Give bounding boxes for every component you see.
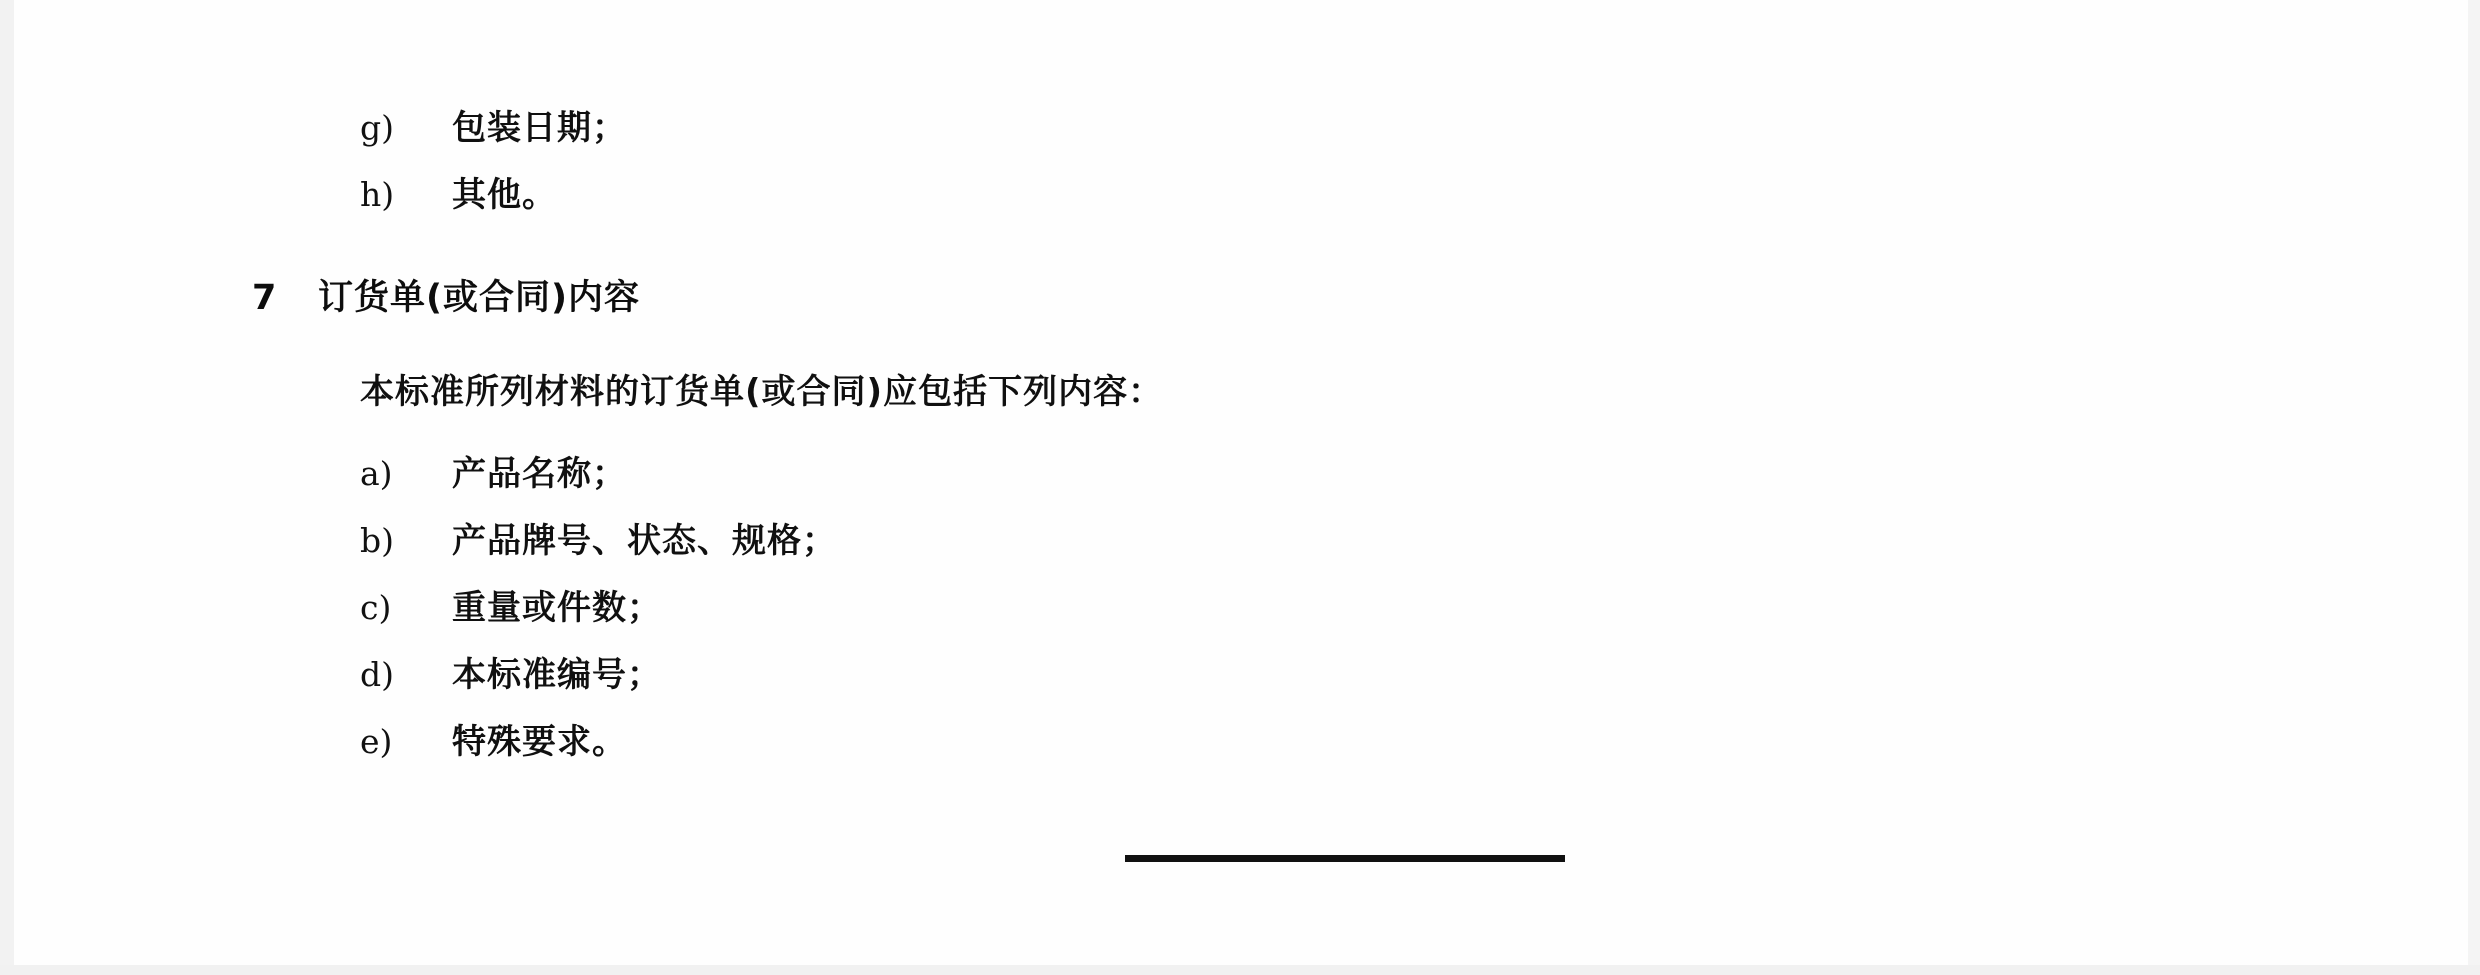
list-item-marker: d) [360,655,394,694]
list-item-label: 产品牌号、状态、规格； [452,521,837,561]
footer-rule-container [1125,855,1565,862]
list-item-marker: g) [360,108,394,147]
section-title: 订货单(或合同)内容 [318,278,640,318]
list-item-marker: e) [360,722,393,761]
section-list [360,446,2110,781]
section-number: 7 [252,278,277,318]
list-item-label: 产品名称； [452,454,627,494]
list-item-label: 特殊要求。 [452,722,627,762]
list-item [360,714,2110,781]
page-edge-bottom [0,965,2480,975]
list-item-label: 其他。 [452,175,557,215]
list-item-marker: a) [360,454,393,493]
horizontal-rule [1125,855,1565,862]
list-item-label: 本标准编号； [452,655,662,695]
continued-list [360,100,2110,234]
list-item [360,167,2110,234]
list-item [360,446,2110,513]
list-item [360,580,2110,647]
list-item-marker: b) [360,521,394,560]
list-item [360,100,2110,167]
list-item-marker: h) [360,175,395,214]
page-edge-left [0,0,14,975]
list-item-label: 重量或件数； [452,588,662,628]
page-content [252,100,2110,781]
page-edge-right [2468,0,2480,975]
section-heading [252,270,2110,320]
section-intro-paragraph: 本标准所列材料的订货单(或合同)应包括下列内容： [360,372,1164,412]
list-item-marker: c) [360,588,392,627]
list-item [360,513,2110,580]
list-item [360,647,2110,714]
list-item-label: 包装日期； [452,108,627,148]
